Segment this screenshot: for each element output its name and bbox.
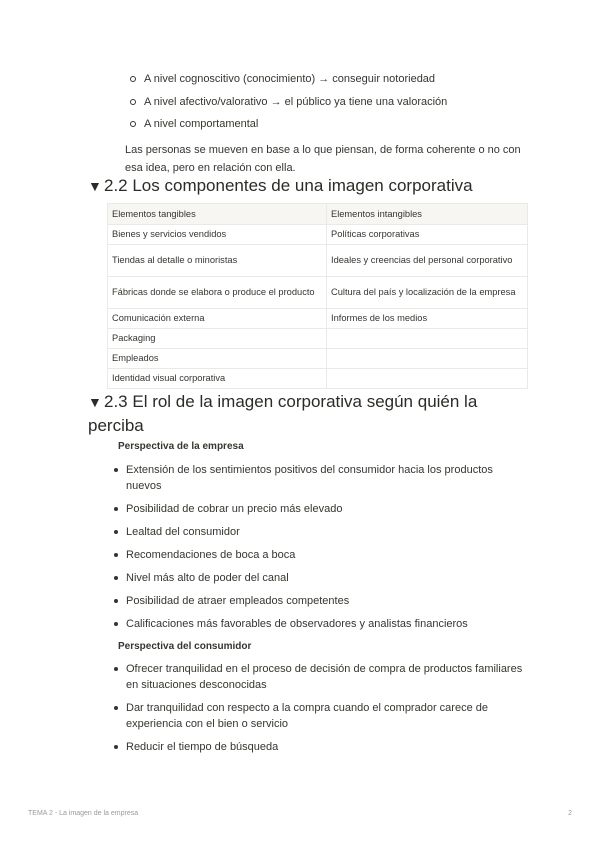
list-item: A nivel cognoscitivo (conocimiento) → conseguir notoriedad [128,72,548,95]
list-item: Ofrecer tranquilidad en el proceso de decisión de compra de productos familiares en situaciones desconocidas [112,661,524,693]
table-row [108,277,528,309]
list-item: A nivel comportamental [128,117,548,140]
table-row [108,349,528,369]
list-item: Posibilidad de cobrar un precio más elevado [112,501,524,517]
table-cell: Empleados [108,349,327,369]
table-cell [327,369,528,389]
table-cell: Packaging [108,329,327,349]
list-item: Calificaciones más favorables de observadores y analistas financieros [112,616,524,632]
section-heading-2-3[interactable] [88,390,528,438]
list-item: Posibilidad de atraer empleados competentes [112,593,524,609]
list-item: Extensión de los sentimientos positivos del consumidor hacia los productos nuevos [112,462,524,494]
table-row [108,309,528,329]
toggle-triangle-icon[interactable]: ▼ [88,394,102,410]
list-item: Dar tranquilidad con respecto a la compra cuando el comprador carece de experiencia con el bien o servicio [112,700,524,732]
table-row [108,245,528,277]
table-header-cell: Elementos tangibles [108,204,327,225]
footer-title: TEMA 2 - La imagen de la empresa [28,810,139,817]
toggle-triangle-icon[interactable]: ▼ [88,178,102,194]
table-cell: Fábricas donde se elabora o produce el producto [108,277,327,309]
table-cell [327,329,528,349]
table-row [108,369,528,389]
list-item: Recomendaciones de boca a boca [112,547,524,563]
section-title: 2.3 El rol de la imagen corporativa según quién la perciba [88,392,478,435]
table-cell: Ideales y creencias del personal corporativo [327,245,528,277]
table-cell: Tiendas al detalle o minoristas [108,245,327,277]
empresa-list [112,462,524,639]
perspective-heading-consumidor: Perspectiva del consumidor [118,641,252,652]
table-cell: Bienes y servicios vendidos [108,225,327,245]
levels-list [128,72,548,140]
list-item: Reducir el tiempo de búsqueda [112,739,524,755]
table-header-cell: Elementos intangibles [327,204,528,225]
section-heading-2-2[interactable] [88,174,473,198]
components-table [107,203,528,389]
perspective-heading-empresa: Perspectiva de la empresa [118,441,244,452]
table-cell: Informes de los medios [327,309,528,329]
table-cell: Comunicación externa [108,309,327,329]
table-header-row [108,204,528,225]
list-item: Nivel más alto de poder del canal [112,570,524,586]
section-title: 2.2 Los componentes de una imagen corporativa [104,176,473,195]
table-row [108,329,528,349]
paragraph: Las personas se mueven en base a lo que piensan, de forma coherente o no con esa idea, pero en relación con ella. [125,144,521,174]
table-cell: Políticas corporativas [327,225,528,245]
list-item: Lealtad del consumidor [112,524,524,540]
consumidor-list [112,661,524,762]
table-cell: Identidad visual corporativa [108,369,327,389]
table-cell: Cultura del país y localización de la empresa [327,277,528,309]
table-cell [327,349,528,369]
table-row [108,225,528,245]
list-item: A nivel afectivo/valorativo → el público ya tiene una valoración [128,95,548,118]
page-number: 2 [568,810,572,817]
